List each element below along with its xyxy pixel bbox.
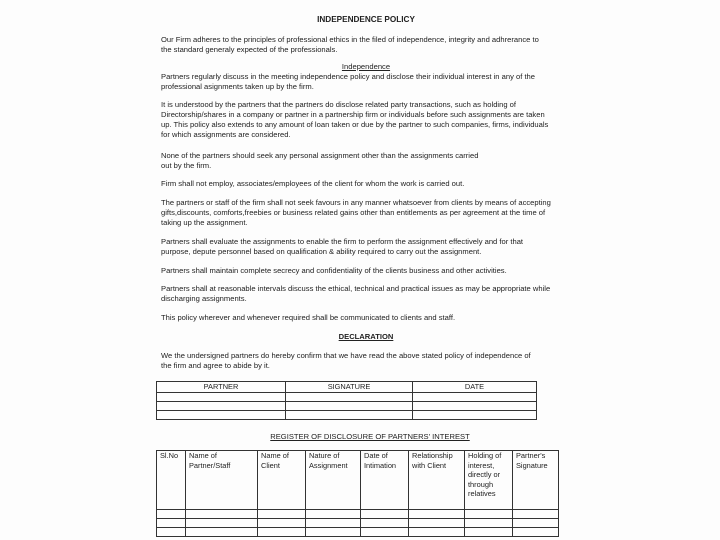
intro-paragraph: Our Firm adheres to the principles of professional ethics in the filed of independence, integrity and adhrerance to the standard generaly expected of the professionals. bbox=[161, 35, 539, 54]
header-name-partner: Name of Partner/Staff bbox=[186, 451, 258, 510]
policy-paragraph: Partners regularly discuss in the meeting independence policy and disclose their individual interest in any of the professional asignments taken up by the firm. bbox=[161, 72, 535, 91]
header-holding-interest: Holding of interest, directly or through relatives bbox=[465, 451, 513, 510]
page-title: INDEPENDENCE POLICY bbox=[317, 15, 415, 24]
table-row bbox=[157, 528, 559, 537]
register-heading: REGISTER OF DISCLOSURE OF PARTNERS' INTEREST bbox=[270, 432, 470, 441]
header-nature-assignment: Nature of Assignment bbox=[306, 451, 361, 510]
declaration-text: We the undersigned partners do hereby confirm that we have read the above stated policy of independence of the firm and agree to abide by it. bbox=[161, 351, 531, 370]
header-relationship: Relationship with Client bbox=[409, 451, 465, 510]
policy-paragraph: This policy wherever and whenever required shall be communicated to clients and staff. bbox=[161, 313, 456, 322]
header-partner: PARTNER bbox=[157, 382, 286, 393]
header-date-intimation: Date of Intimation bbox=[361, 451, 409, 510]
policy-paragraph: Partners shall maintain complete secrecy and confidentiality of the clients business and other activities. bbox=[161, 266, 507, 275]
table-row bbox=[157, 411, 537, 420]
header-sl-no: Sl.No bbox=[157, 451, 186, 510]
declaration-table bbox=[156, 381, 537, 420]
table-row bbox=[157, 402, 537, 411]
header-name-client: Name of Client bbox=[258, 451, 306, 510]
header-signature: SIGNATURE bbox=[286, 382, 413, 393]
header-date: DATE bbox=[413, 382, 537, 393]
policy-paragraph: Partners shall evaluate the assignments to enable the firm to perform the assignment effectively and for that purpose, depute personnel based on qualification & ability required to carry out the assignment. bbox=[161, 237, 524, 256]
policy-paragraph: It is understood by the partners that the partners do disclose related party transactions, such as holding of Directorship/shares in a company or partner in a partnership firm or individuals before such assignments are taken up. This policy also extends to any amount of loan taken or due by the partner to such companies, firms, individuals for which assignments are considered. bbox=[161, 100, 549, 139]
table-row bbox=[157, 519, 559, 528]
independence-heading: Independence bbox=[341, 62, 391, 71]
policy-paragraph: The partners or staff of the firm shall not seek favours in any manner whatsoever from clients by means of accepting gifts,discounts, comforts,freebies or business related gains other than entitlements as per agreement at the time of taking up the assignment. bbox=[161, 198, 551, 227]
declaration-heading: DECLARATION bbox=[338, 332, 394, 341]
header-partner-signature: Partner's Signature bbox=[513, 451, 559, 510]
policy-paragraph: Firm shall not employ, associates/employees of the client for whom the work is carried out. bbox=[161, 179, 465, 188]
table-row bbox=[157, 393, 537, 402]
policy-paragraph: Partners shall at reasonable intervals discuss the ethical, technical and practical issues as may be appropriate while discharging assignments. bbox=[161, 284, 551, 303]
register-table bbox=[156, 450, 559, 537]
policy-paragraph: None of the partners should seek any personal assignment other than the assignments carried out by the firm. bbox=[161, 151, 479, 170]
table-row bbox=[157, 510, 559, 519]
